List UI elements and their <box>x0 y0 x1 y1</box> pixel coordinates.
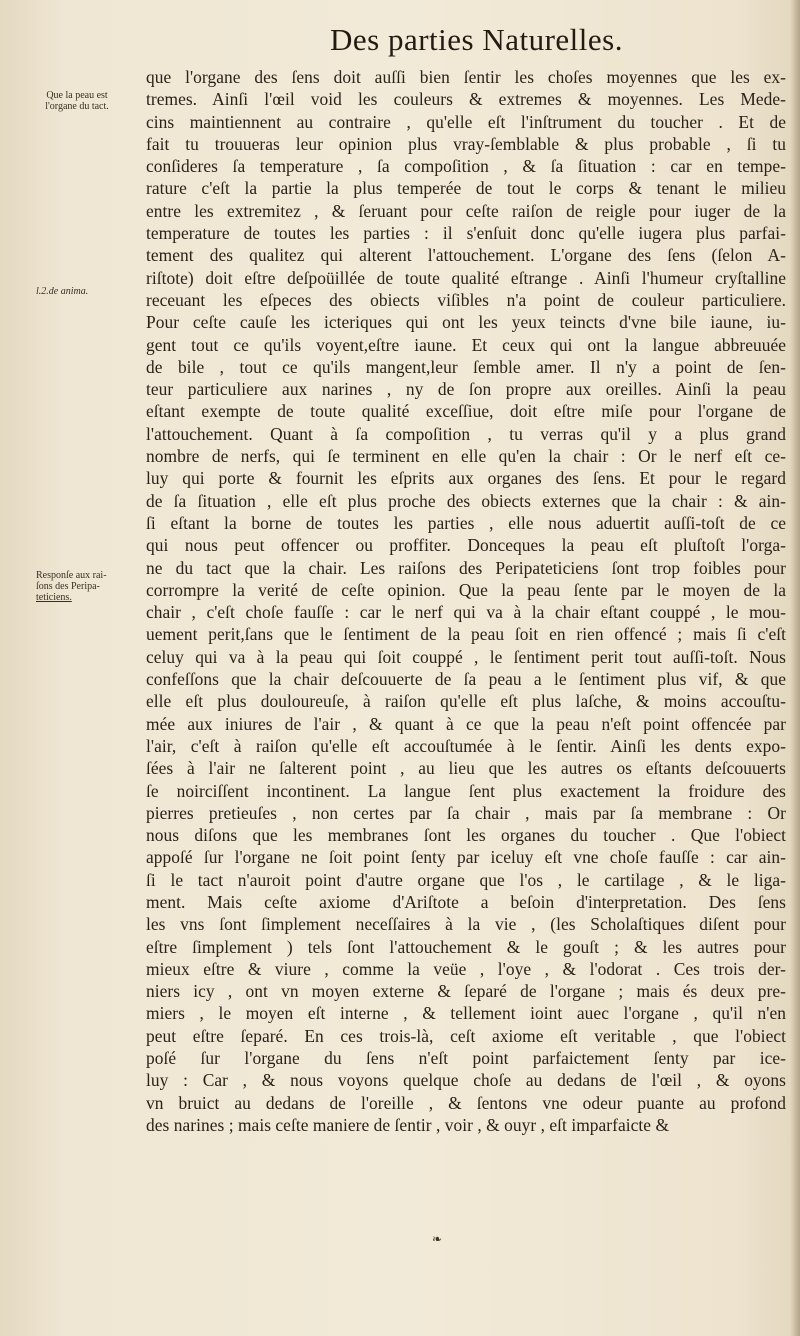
text-line: uement perit,ſans que le ſentiment de la peau ſoit en rien offencé ; mais ſi c'eſt <box>146 624 786 645</box>
text-line: niers icy , ont vn moyen externe & ſeparé de l'organe ; mais és deux pre- <box>146 981 786 1002</box>
text-line: ſe noirciſſent incontinent. La langue ſent plus exactement la froidure des <box>146 780 786 801</box>
text-line: teur particuliere aux narines , ny de ſon propre aux oreilles. Ainſi la peau <box>146 379 786 400</box>
main-text-block <box>146 66 786 1136</box>
text-line: appoſé ſur l'organe ne ſoit point ſenty par iceluy eſt vne choſe fauſſe : car ain- <box>146 847 786 868</box>
text-line: de ſa ſituation , elle eſt plus proche des obiects externes que la chair : & ain- <box>146 490 786 511</box>
text-line: miers , le moyen eſt interne , & tellement ioint auec l'organe , qu'il n'en <box>146 1003 786 1024</box>
text-line: nous diſons que les membranes ſont les organes du toucher . Que l'obiect <box>146 825 786 846</box>
text-line: eſtant exempte de toute qualité exceſſiue, doit eſtre miſe pour l'organe de <box>146 401 786 422</box>
margin-note-line: ſons des Peripa- <box>36 581 100 592</box>
text-line: chair , c'eſt choſe fauſſe : car le nerf qui va à la chair eſtant couppé , le mou- <box>146 602 786 623</box>
text-line: ſées à l'air ne ſalterent point , au lieu que les autres os eſtants deſcouuerts <box>146 758 786 779</box>
margin-note-peau <box>36 90 118 112</box>
margin-note-line: teticiens. <box>36 592 72 603</box>
text-line: luy qui porte & fournit les eſprits aux organes des ſens. Et pour le regard <box>146 468 786 489</box>
text-line: pierres pretieuſes , non certes par ſa chair , mais par ſa membrane : Or <box>146 802 786 823</box>
margin-note-de-anima <box>36 286 146 297</box>
margin-note-line: l'organe du tact. <box>45 101 109 112</box>
text-line: des narines ; mais ceſte maniere de ſentir , voir , & ouyr , eſt imparfaicte & <box>146 1114 670 1135</box>
text-line: ſi eſtant la borne de toutes les parties , elle nous aduertit auſſi-toſt de ce <box>146 512 786 533</box>
text-line: luy : Car , & nous voyons quelque choſe au dedans de l'œil , & oyons <box>146 1070 786 1091</box>
text-line: tremes. Ainſi l'œil void les couleurs & extremes & moyennes. Les Mede- <box>146 89 786 110</box>
text-line: rature c'eſt la partie la plus temperée de tout le corps & tenant le milieu <box>146 178 786 199</box>
text-line: les vns ſont ſimplement neceſſaires à la vie , (les Scholaſtiques diſent pour <box>146 914 786 935</box>
text-line: riſtote) doit eſtre deſpoüillée de toute qualité eſtrange . Ainſi l'humeur cryſtalline <box>146 267 786 288</box>
text-line: entre les extremitez , & ſeruant pour ceſte raiſon de reigle pour iuger de la <box>146 200 786 221</box>
text-line: celuy qui va à la peau qui ſoit couppé , le ſentiment perit tout auſſi-toſt. Nous <box>146 646 786 667</box>
running-title: Des parties Naturelles. <box>330 22 623 57</box>
text-line: de bile , tout ce qu'ils mangent,leur ſemble amer. Il n'y a point de ſen- <box>146 356 786 377</box>
text-line: cins maintiennent au contraire , qu'elle eſt l'inſtrument du toucher . Et de <box>146 111 786 132</box>
text-line: ment. Mais ceſte axiome d'Ariſtote a beſoin d'interpretation. Des ſens <box>146 891 786 912</box>
margin-note-line: Responſe aux rai- <box>36 570 107 581</box>
text-line: l'attouchement. Quant à ſa compoſition , tu verras qu'il y a plus grand <box>146 423 786 444</box>
text-line: receuant les eſpeces des obiects viſibles n'a point de couleur particuliere. <box>146 289 786 310</box>
text-line: qui nous peut offencer ou proffiter. Donceques la peau eſt pluſtoſt l'orga- <box>146 535 786 556</box>
text-line: corrompre la verité de ceſte opinion. Que la peau ſente par le moyen de la <box>146 579 786 600</box>
margin-note-responses <box>36 570 146 603</box>
text-line: poſé ſur l'organe du ſens n'eſt point parfaictement ſenty par ice- <box>146 1048 786 1069</box>
text-line: peut eſtre ſeparé. En ces trois-là, ceſt axiome eſt veritable , que l'obiect <box>146 1025 786 1046</box>
margin-note-line: l.2.de anima. <box>36 286 89 297</box>
margin-note-line: Que la peau est <box>46 90 108 101</box>
signature-mark: ❧ <box>432 1232 443 1246</box>
text-line: vn bruict au dedans de l'oreille , & ſentons vne odeur puante au profond <box>146 1092 786 1113</box>
text-line: elle eſt plus douloureuſe, à raiſon qu'elle eſt plus laſche, & moins accouſtu- <box>146 691 786 712</box>
text-line: temperature de toutes les parties : il s'enſuit donc qu'elle iugera plus parfai- <box>146 223 786 244</box>
text-line: mieux eſtre & viure , comme la veüe , l'oye , & l'odorat . Ces trois der- <box>146 958 786 979</box>
text-line: mée aux iniures de l'air , & quant à ce que la peau n'eſt point offencée par <box>146 713 786 734</box>
text-line: confeſſons que la chair deſcouuerte de ſa peau a le ſentiment plus vif, & que <box>146 669 786 690</box>
text-line: eſtre ſimplement ) tels ſont l'attouchement & le gouſt ; & les autres pour <box>146 936 786 957</box>
text-line: conſideres ſa temperature , ſa compoſition , & ſa ſituation : car en tempe- <box>146 156 786 177</box>
page-edge-shadow <box>790 0 800 1336</box>
text-line: que l'organe des ſens doit auſſi bien ſentir les choſes moyennes que les ex- <box>146 67 786 87</box>
text-line: Pour ceſte cauſe les icteriques qui ont les yeux teincts d'vne bile iaune, iu- <box>146 312 786 333</box>
text-line: ne du tact que la chair. Les raiſons des Peripateticiens ſont trop foibles pour <box>146 557 786 578</box>
text-line: l'air, c'eſt à raiſon qu'elle eſt accouſtumée à le ſentir. Ainſi les dents expo- <box>146 735 786 756</box>
text-line: nombre de nerfs, qui ſe terminent en elle qu'en la chair : Or le nerf eſt ce- <box>146 446 786 467</box>
text-line: ſi le tact n'auroit point d'autre organe que l'os , le cartilage , & le liga- <box>146 869 786 890</box>
text-line: tement des qualitez qui alterent l'attouchement. L'organe des ſens (ſelon A- <box>146 245 786 266</box>
text-line: fait tu trouueras leur opinion plus vray-ſemblable & plus probable , ſi tu <box>146 133 786 154</box>
text-line: gent tout ce qu'ils voyent,eſtre iaune. Et ceux qui ont la langue abbreuuée <box>146 334 786 355</box>
